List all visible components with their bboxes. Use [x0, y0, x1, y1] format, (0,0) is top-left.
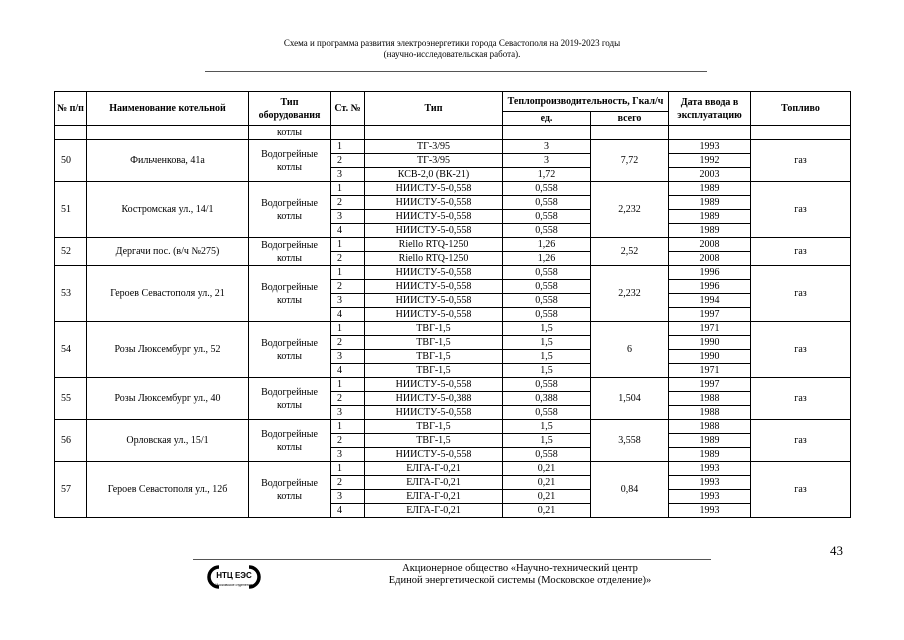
unit-capacity: 0,558 — [503, 266, 591, 280]
table-row — [55, 140, 851, 154]
commission-year: 1993 — [669, 490, 751, 504]
unit-capacity: 0,21 — [503, 504, 591, 518]
unit-capacity: 3 — [503, 154, 591, 168]
station-number: 1 — [331, 238, 365, 252]
boiler-name: Героев Севастополя ул., 12б — [87, 462, 249, 518]
commission-year: 1971 — [669, 364, 751, 378]
station-number: 2 — [331, 280, 365, 294]
equipment-type: Водогрейные котлы — [249, 238, 331, 266]
page-number: 43 — [830, 543, 843, 558]
unit-capacity: 0,21 — [503, 462, 591, 476]
boiler-model: НИИСТУ-5-0,558 — [365, 280, 503, 294]
total-capacity: 2,232 — [591, 266, 669, 322]
footer-line-1: Акционерное общество «Научно-технический центр — [402, 563, 638, 574]
station-number: 2 — [331, 434, 365, 448]
unit-capacity: 3 — [503, 140, 591, 154]
unit-capacity: 0,558 — [503, 280, 591, 294]
station-number: 3 — [331, 490, 365, 504]
unit-capacity: 1,5 — [503, 364, 591, 378]
boiler-number: 50 — [55, 140, 87, 182]
boiler-model: НИИСТУ-5-0,558 — [365, 406, 503, 420]
boiler-model: Riello RTQ-1250 — [365, 252, 503, 266]
station-number: 1 — [331, 266, 365, 280]
boiler-number: 51 — [55, 182, 87, 238]
boiler-model: НИИСТУ-5-0,558 — [365, 448, 503, 462]
station-number: 3 — [331, 168, 365, 182]
boiler-model: ТВГ-1,5 — [365, 434, 503, 448]
logo-subtext: Московское отделение — [215, 583, 253, 587]
boiler-model: ТВГ-1,5 — [365, 350, 503, 364]
boiler-name: Героев Севастополя ул., 21 — [87, 266, 249, 322]
boiler-number: 53 — [55, 266, 87, 322]
col-fuel-header: Топливо — [751, 92, 851, 126]
footer-divider — [193, 559, 711, 560]
boiler-model: ТГ-3/95 — [365, 140, 503, 154]
station-number: 1 — [331, 182, 365, 196]
station-number: 2 — [331, 392, 365, 406]
station-number: 2 — [331, 252, 365, 266]
col-num-header: № п/п — [55, 92, 87, 126]
boiler-name: Дергачи пос. (в/ч №275) — [87, 238, 249, 266]
station-number: 1 — [331, 378, 365, 392]
boiler-model: Riello RTQ-1250 — [365, 238, 503, 252]
station-number: 3 — [331, 448, 365, 462]
fuel-type: газ — [751, 378, 851, 420]
station-number: 4 — [331, 364, 365, 378]
commission-year: 1993 — [669, 476, 751, 490]
table-row — [55, 462, 851, 476]
col-total-header: всего — [591, 112, 669, 126]
boiler-name: Фильченкова, 41а — [87, 140, 249, 182]
commission-year: 1989 — [669, 210, 751, 224]
fuel-type: газ — [751, 462, 851, 518]
boiler-number: 54 — [55, 322, 87, 378]
station-number: 2 — [331, 154, 365, 168]
commission-year: 1993 — [669, 504, 751, 518]
col-capacity-header: Теплопроизводительность, Гкал/ч — [503, 92, 669, 112]
col-name-header: Наименование котельной — [87, 92, 249, 126]
boiler-model: ТГ-3/95 — [365, 154, 503, 168]
unit-capacity: 0,558 — [503, 196, 591, 210]
fuel-type: газ — [751, 420, 851, 462]
station-number: 4 — [331, 308, 365, 322]
fuel-type: газ — [751, 266, 851, 322]
station-number: 2 — [331, 336, 365, 350]
header-line-1: Схема и программа развития электроэнергетики города Севастополя на 2019-2023 годы — [283, 38, 621, 48]
commission-year: 1996 — [669, 280, 751, 294]
fuel-type: газ — [751, 238, 851, 266]
commission-year: 1996 — [669, 266, 751, 280]
commission-year: 1997 — [669, 378, 751, 392]
station-number: 4 — [331, 224, 365, 238]
unit-capacity: 1,5 — [503, 434, 591, 448]
total-capacity: 0,84 — [591, 462, 669, 518]
boiler-model: ЕЛГА-Г-0,21 — [365, 504, 503, 518]
station-number: 4 — [331, 504, 365, 518]
total-capacity: 3,558 — [591, 420, 669, 462]
unit-capacity: 0,558 — [503, 182, 591, 196]
unit-capacity: 0,558 — [503, 210, 591, 224]
document-header — [0, 38, 904, 60]
col-type-header: Тип — [365, 92, 503, 126]
boiler-model: НИИСТУ-5-0,558 — [365, 308, 503, 322]
total-capacity: 6 — [591, 322, 669, 378]
col-st-header: Ст. № — [331, 92, 365, 126]
commission-year: 1989 — [669, 182, 751, 196]
boiler-number: 56 — [55, 420, 87, 462]
commission-year: 1992 — [669, 154, 751, 168]
station-number: 1 — [331, 462, 365, 476]
station-number: 1 — [331, 140, 365, 154]
col-equip-header: Тип оборудования — [249, 92, 331, 126]
unit-capacity: 1,26 — [503, 238, 591, 252]
boiler-name: Орловская ул., 15/1 — [87, 420, 249, 462]
unit-capacity: 0,558 — [503, 448, 591, 462]
station-number: 3 — [331, 406, 365, 420]
boiler-name: Розы Люксембург ул., 52 — [87, 322, 249, 378]
boiler-number: 57 — [55, 462, 87, 518]
commission-year: 1988 — [669, 420, 751, 434]
boiler-model: НИИСТУ-5-0,558 — [365, 378, 503, 392]
commission-year: 2003 — [669, 168, 751, 182]
unit-capacity: 0,558 — [503, 308, 591, 322]
boiler-model: НИИСТУ-5-0,388 — [365, 392, 503, 406]
continuation-cell: котлы — [249, 126, 331, 140]
unit-capacity: 0,558 — [503, 378, 591, 392]
unit-capacity: 0,388 — [503, 392, 591, 406]
boiler-model: ЕЛГА-Г-0,21 — [365, 490, 503, 504]
unit-capacity: 1,5 — [503, 322, 591, 336]
table-row — [55, 420, 851, 434]
unit-capacity: 1,5 — [503, 420, 591, 434]
total-capacity: 1,504 — [591, 378, 669, 420]
table-row — [55, 322, 851, 336]
boiler-model: НИИСТУ-5-0,558 — [365, 294, 503, 308]
equipment-type: Водогрейные котлы — [249, 462, 331, 518]
commission-year: 1997 — [669, 308, 751, 322]
commission-year: 1993 — [669, 462, 751, 476]
continuation-row — [55, 126, 851, 140]
header-row — [55, 92, 851, 112]
commission-year: 2008 — [669, 252, 751, 266]
commission-year: 1990 — [669, 350, 751, 364]
boiler-model: ТВГ-1,5 — [365, 336, 503, 350]
table-body — [55, 126, 851, 518]
commission-year: 1989 — [669, 434, 751, 448]
total-capacity: 2,232 — [591, 182, 669, 238]
station-number: 1 — [331, 420, 365, 434]
ntc-ees-logo — [205, 563, 271, 591]
logo-text: НТЦ ЕЭС — [216, 571, 252, 580]
commission-year: 1988 — [669, 406, 751, 420]
unit-capacity: 1,5 — [503, 350, 591, 364]
fuel-type: газ — [751, 182, 851, 238]
fuel-type: газ — [751, 140, 851, 182]
header-line-2: (научно-исследовательская работа). — [383, 49, 521, 59]
boiler-name: Костромская ул., 14/1 — [87, 182, 249, 238]
header-divider — [205, 71, 707, 72]
equipment-type: Водогрейные котлы — [249, 378, 331, 420]
boiler-model: НИИСТУ-5-0,558 — [365, 266, 503, 280]
boiler-model: НИИСТУ-5-0,558 — [365, 182, 503, 196]
boiler-model: НИИСТУ-5-0,558 — [365, 224, 503, 238]
unit-capacity: 1,5 — [503, 336, 591, 350]
fuel-type: газ — [751, 322, 851, 378]
unit-capacity: 1,72 — [503, 168, 591, 182]
station-number: 3 — [331, 210, 365, 224]
unit-capacity: 1,26 — [503, 252, 591, 266]
unit-capacity: 0,21 — [503, 476, 591, 490]
station-number: 2 — [331, 196, 365, 210]
station-number: 3 — [331, 294, 365, 308]
commission-year: 1988 — [669, 392, 751, 406]
col-date-header: Дата ввода в эксплуатацию — [669, 92, 751, 126]
commission-year: 2008 — [669, 238, 751, 252]
boiler-model: НИИСТУ-5-0,558 — [365, 196, 503, 210]
table-row — [55, 238, 851, 252]
station-number: 1 — [331, 322, 365, 336]
table-row — [55, 378, 851, 392]
boiler-model: КСВ-2,0 (ВК-21) — [365, 168, 503, 182]
total-capacity: 7,72 — [591, 140, 669, 182]
equipment-type: Водогрейные котлы — [249, 420, 331, 462]
boiler-model: ТВГ-1,5 — [365, 364, 503, 378]
unit-capacity: 0,558 — [503, 224, 591, 238]
total-capacity: 2,52 — [591, 238, 669, 266]
table-row — [55, 182, 851, 196]
equipment-type: Водогрейные котлы — [249, 322, 331, 378]
station-number: 2 — [331, 476, 365, 490]
commission-year: 1989 — [669, 448, 751, 462]
boiler-number: 55 — [55, 378, 87, 420]
station-number: 3 — [331, 350, 365, 364]
boiler-model: ТВГ-1,5 — [365, 420, 503, 434]
commission-year: 1971 — [669, 322, 751, 336]
unit-capacity: 0,558 — [503, 294, 591, 308]
logo-graphic — [205, 563, 271, 591]
document-footer — [330, 563, 710, 587]
commission-year: 1989 — [669, 196, 751, 210]
commission-year: 1993 — [669, 140, 751, 154]
col-unit-header: ед. — [503, 112, 591, 126]
boiler-model: ЕЛГА-Г-0,21 — [365, 462, 503, 476]
commission-year: 1990 — [669, 336, 751, 350]
footer-line-2: Единой энергетической системы (Московское отделение)» — [388, 575, 652, 586]
unit-capacity: 0,21 — [503, 490, 591, 504]
equipment-type: Водогрейные котлы — [249, 182, 331, 238]
unit-capacity: 0,558 — [503, 406, 591, 420]
boiler-model: ЕЛГА-Г-0,21 — [365, 476, 503, 490]
boiler-model: ТВГ-1,5 — [365, 322, 503, 336]
commission-year: 1989 — [669, 224, 751, 238]
boiler-name: Розы Люксембург ул., 40 — [87, 378, 249, 420]
boiler-table — [54, 91, 851, 518]
equipment-type: Водогрейные котлы — [249, 266, 331, 322]
boiler-model: НИИСТУ-5-0,558 — [365, 210, 503, 224]
equipment-type: Водогрейные котлы — [249, 140, 331, 182]
commission-year: 1994 — [669, 294, 751, 308]
table-row — [55, 266, 851, 280]
boiler-number: 52 — [55, 238, 87, 266]
